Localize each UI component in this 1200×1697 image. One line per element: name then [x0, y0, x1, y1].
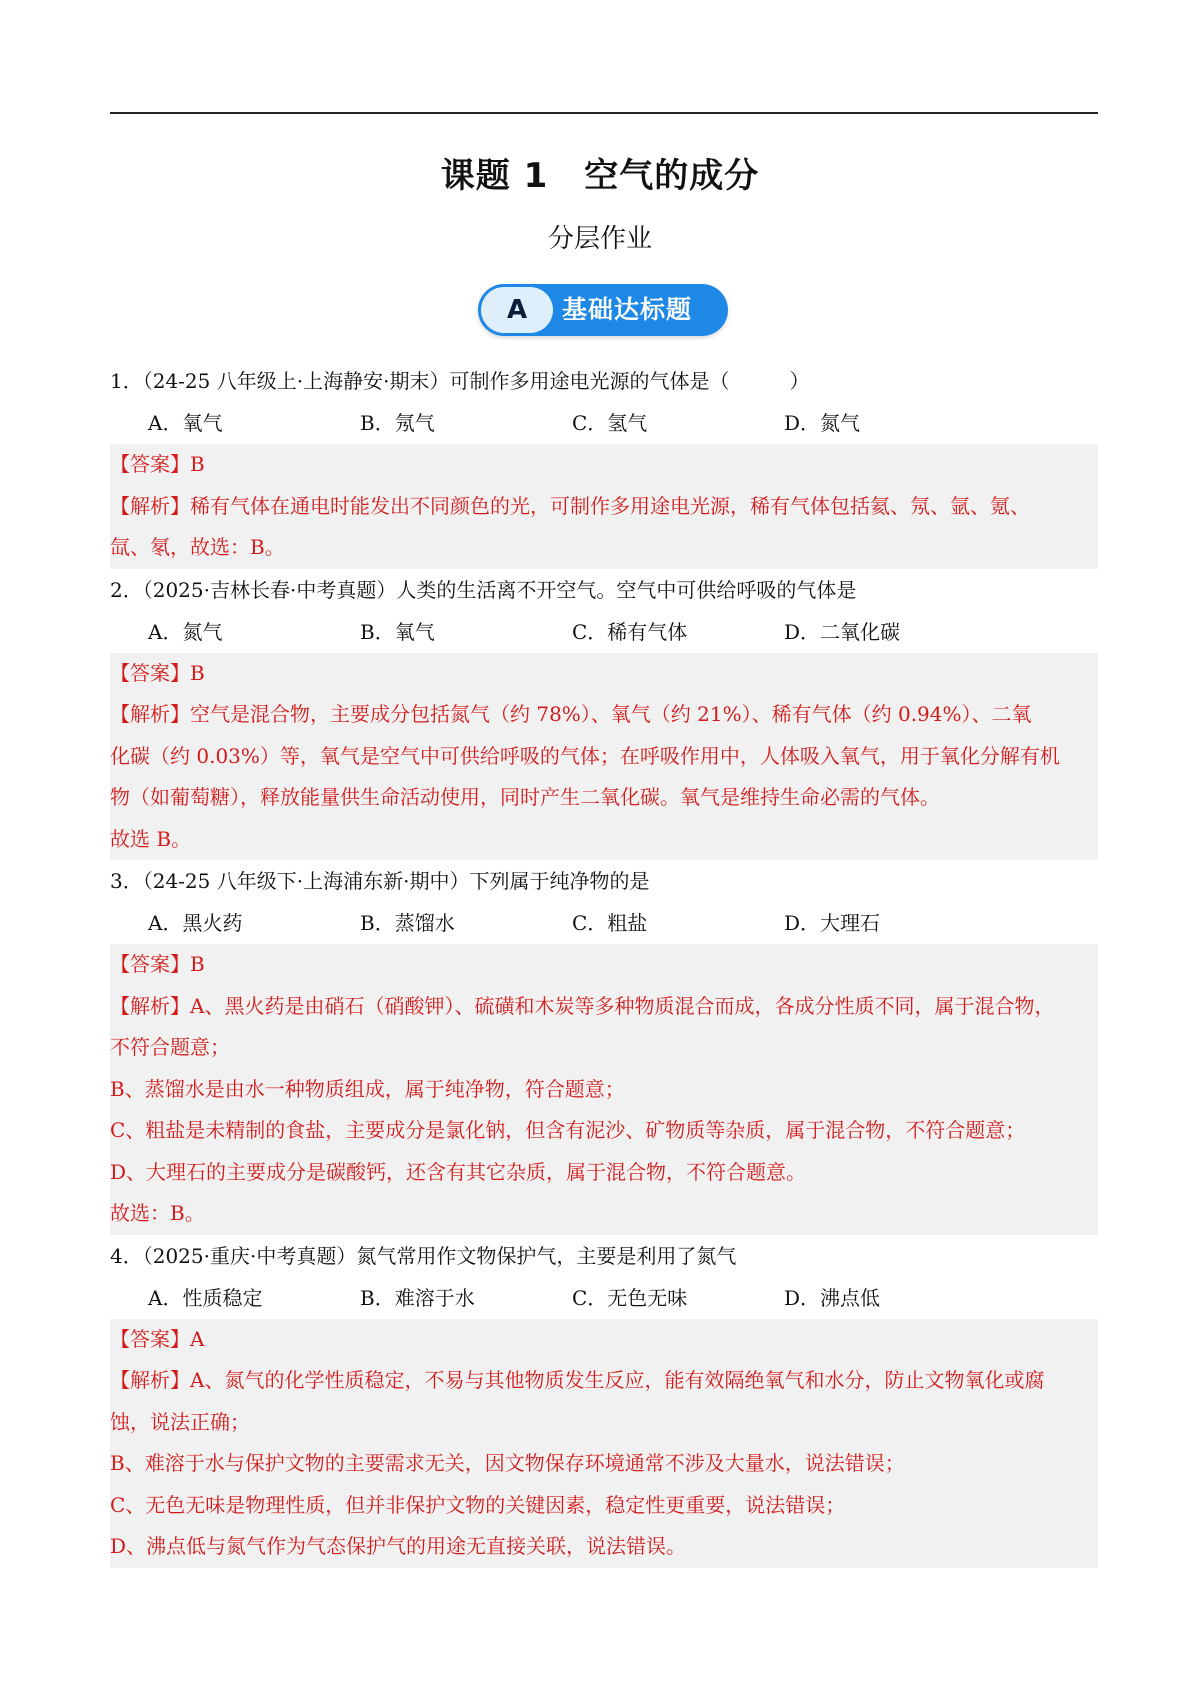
- question-options: [110, 902, 1098, 944]
- question-stem: 4．（2025·重庆·中考真题）氮气常用作文物保护气，主要是利用了氮气: [110, 1243, 737, 1268]
- explanation-line: 氙、氡，故选：B。: [110, 535, 285, 559]
- option-a: A．黑火药: [148, 911, 243, 935]
- question-options: [110, 402, 1098, 444]
- explanation-line: 故选：B。: [110, 1201, 205, 1225]
- question-options: [110, 1277, 1098, 1319]
- explanation-line: C、粗盐是未精制的食盐，主要成分是氯化钠，但含有泥沙、矿物质等杂质，属于混合物，不符合题意；: [110, 1118, 1026, 1142]
- question-stem: 3．（24-25 八年级下·上海浦东新·期中）下列属于纯净物的是: [110, 869, 650, 893]
- explanation-line: 蚀，说法正确；: [110, 1409, 250, 1434]
- option-d: D．二氧化碳: [784, 619, 901, 644]
- explanation-line: B、蒸馏水是由水一种物质组成，属于纯净物，符合题意；: [110, 1076, 625, 1101]
- explanation-line: D、沸点低与氮气作为气态保护气的用途无直接关联，说法错误。: [110, 1534, 687, 1558]
- explanation-line: 【解析】A、黑火药是由硝石（硝酸钾）、硫磺和木炭等多种物质混合而成，各成分性质不同，属于混合物，: [110, 993, 1055, 1018]
- title-lesson-number: 课题 1: [440, 156, 549, 196]
- explanation-line: 不符合题意；: [110, 1035, 230, 1059]
- answer-line: 【答案】B: [110, 452, 205, 476]
- answer-line: 【答案】B: [110, 952, 205, 976]
- page-title: [0, 148, 1200, 197]
- answer-line: 【答案】B: [110, 660, 205, 685]
- explanation-line: 【解析】A、氮气的化学性质稳定，不易与其他物质发生反应，能有效隔绝氧气和水分，防止文物氧化或腐: [110, 1368, 1045, 1392]
- option-b: B．蒸馏水: [360, 911, 455, 935]
- answer-line: 【答案】A: [110, 1326, 205, 1351]
- answer-box: [110, 944, 1098, 1235]
- section-badge-letter: A: [481, 287, 553, 333]
- explanation-line: 物（如葡萄糖），释放能量供生命活动使用，同时产生二氧化碳。氧气是维持生命必需的气体。: [110, 785, 940, 809]
- question-block: [110, 360, 1098, 569]
- option-c: C．粗盐: [572, 911, 648, 935]
- explanation-line: 【解析】空气是混合物，主要成分包括氮气（约 78%）、氧气（约 21%）、稀有气体（约 0.94%）、二氧: [110, 702, 1032, 726]
- option-a: A．氧气: [148, 411, 223, 435]
- option-a: A．性质稳定: [148, 1285, 263, 1310]
- option-c: C．稀有气体: [572, 619, 688, 644]
- section-badge-label: 基础达标题: [562, 295, 693, 324]
- answer-box: [110, 444, 1098, 569]
- explanation-line: 化碳（约 0.03%）等，氧气是空气中可供给呼吸的气体；在呼吸作用中，人体吸入氧气，用于氧化分解有机: [110, 743, 1060, 768]
- explanation-line: B、难溶于水与保护文物的主要需求无关，因文物保存环境通常不涉及大量水，说法错误；: [110, 1451, 905, 1475]
- option-c: C．无色无味: [572, 1285, 688, 1310]
- option-b: B．氖气: [360, 411, 435, 435]
- explanation-line: D、大理石的主要成分是碳酸钙，还含有其它杂质，属于混合物，不符合题意。: [110, 1159, 807, 1184]
- page-subtitle: 分层作业: [547, 224, 652, 254]
- explanation-line: 故选 B。: [110, 826, 192, 851]
- question-block: [110, 860, 1098, 1235]
- option-c: C．氢气: [572, 411, 648, 435]
- option-d: D．大理石: [784, 911, 881, 935]
- option-d: D．沸点低: [784, 1285, 881, 1310]
- question-options: [110, 611, 1098, 653]
- question-stem: 2．（2025·吉林长春·中考真题）人类的生活离不开空气。空气中可供给呼吸的气体是: [110, 577, 857, 602]
- section-badge: [478, 284, 728, 336]
- option-a: A．氮气: [148, 619, 223, 644]
- option-d: D．氮气: [784, 411, 861, 435]
- title-topic: 空气的成分: [584, 156, 760, 196]
- question-block: [110, 1235, 1098, 1568]
- option-b: B．氧气: [360, 619, 435, 644]
- header-rule: [110, 112, 1098, 114]
- question-block: [110, 569, 1098, 861]
- explanation-line: 【解析】稀有气体在通电时能发出不同颜色的光，可制作多用途电光源，稀有气体包括氦、氖、氩、氪、: [110, 493, 1030, 518]
- answer-box: [110, 1319, 1098, 1568]
- option-b: B．难溶于水: [360, 1285, 475, 1310]
- question-list: [110, 360, 1098, 1568]
- explanation-line: C、无色无味是物理性质，但并非保护文物的关键因素，稳定性更重要，说法错误；: [110, 1492, 846, 1517]
- question-stem: 1．（24-25 八年级上·上海静安·期末）可制作多用途电光源的气体是（ ）: [110, 369, 810, 393]
- answer-box: [110, 653, 1098, 861]
